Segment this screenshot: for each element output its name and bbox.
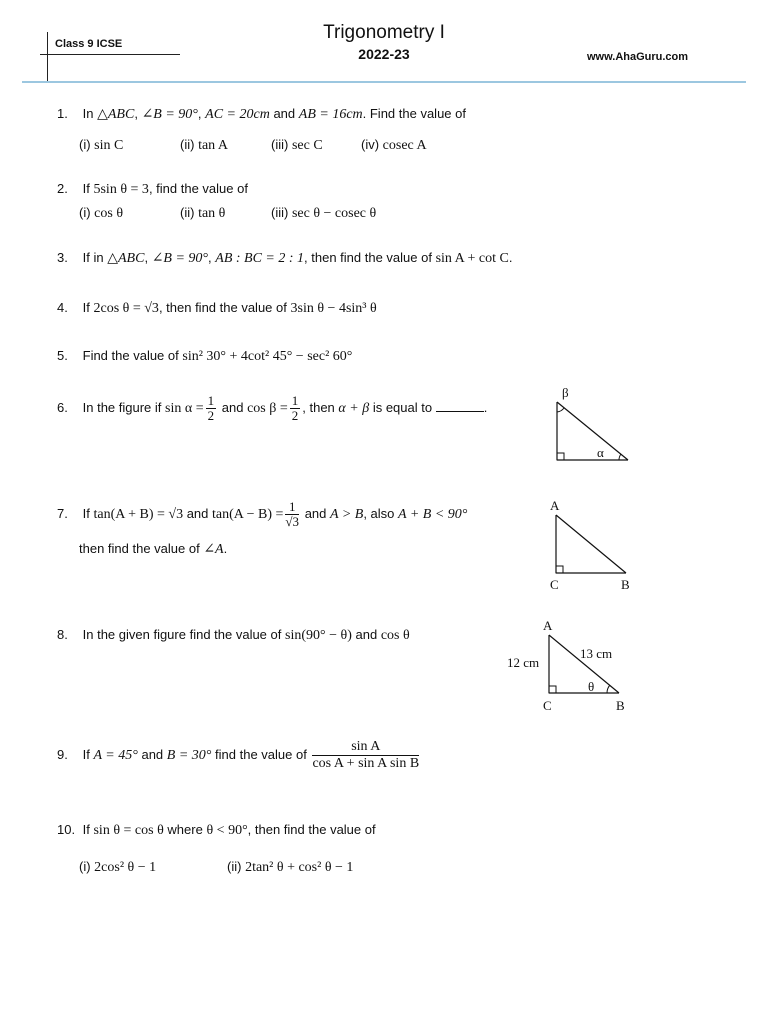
angle-arc: [607, 685, 610, 693]
option-expr: cos θ: [94, 206, 124, 221]
question-3: [57, 250, 512, 267]
question-text: , then find the value of: [158, 300, 287, 315]
question-number: 7.: [57, 506, 68, 521]
triangle-figure-q8: [540, 630, 630, 700]
question-text: and: [273, 106, 296, 121]
question-text: ,: [208, 250, 212, 265]
option-label: (ii): [180, 205, 195, 220]
header-divider: [22, 81, 746, 83]
denominator: 2: [291, 408, 299, 424]
math-expr: ∠A: [203, 542, 224, 557]
website-link[interactable]: www.AhaGuru.com: [587, 51, 689, 63]
vertex-label-b: B: [616, 698, 625, 713]
question-text: ,: [197, 106, 202, 121]
question-text: , then find the value of: [304, 250, 432, 265]
question-number: 10.: [57, 822, 76, 837]
question-text: Find the value of: [82, 348, 179, 363]
question-text: .: [483, 400, 488, 415]
question-10: [57, 822, 376, 839]
answer-blank: [436, 401, 484, 412]
math-expr: cos θ: [380, 628, 410, 643]
question-text: then find the value of: [79, 541, 200, 556]
class-label: Class 9 ICSE: [55, 38, 123, 50]
side-label-ac: 12 cm: [507, 655, 540, 670]
denominator: √3: [285, 514, 300, 530]
fraction: [290, 394, 301, 423]
question-text: If: [82, 300, 90, 315]
angle-label-alpha: α: [597, 445, 604, 460]
fraction: [206, 394, 217, 423]
question-text: and: [141, 747, 164, 762]
question-9: [57, 738, 421, 773]
right-angle-marker: [557, 453, 564, 460]
vertex-label-a: A: [543, 618, 553, 633]
question-text: If: [82, 181, 90, 196]
question-number: 2.: [57, 181, 68, 196]
option-label: (ii): [227, 859, 242, 874]
option-expr: sec θ − cosec θ: [291, 206, 377, 221]
question-6: [57, 393, 487, 424]
side-label-ab: 13 cm: [580, 646, 613, 661]
question-number: 3.: [57, 250, 68, 265]
option-expr: tan θ: [198, 206, 226, 221]
question-text: In: [82, 106, 94, 121]
math-expr: cos β =: [247, 401, 288, 416]
math-expr: ∠B = 90°: [141, 107, 198, 122]
math-expr: 5sin θ = 3: [93, 182, 149, 197]
question-2: [57, 181, 248, 198]
math-expr: 2cos θ = √3: [93, 301, 159, 316]
question-text: , then find the value of: [247, 822, 376, 837]
question-text: In the given figure find the value of: [82, 627, 282, 642]
triangle-figure-q7: [545, 505, 635, 580]
option-expr: tan A: [198, 138, 229, 153]
math-expr: ∠B = 90°: [151, 251, 209, 266]
option-expr: 2cos² θ − 1: [94, 860, 157, 875]
question-text: and: [355, 627, 378, 642]
option-item: [79, 205, 123, 222]
question-1: [57, 106, 466, 123]
math-expr: tan(A + B) = √3: [93, 507, 184, 522]
option-item: [79, 137, 123, 154]
right-angle-marker: [549, 686, 556, 693]
question-7-line-2: [79, 541, 227, 558]
question-number: 9.: [57, 747, 68, 762]
vertex-label-c: C: [543, 698, 552, 713]
math-expr: A + B < 90°: [398, 507, 468, 522]
option-label: (iii): [271, 137, 289, 152]
question-8: [57, 627, 410, 644]
denominator: cos A + sin A sin B: [312, 756, 420, 772]
question-number: 6.: [57, 400, 68, 415]
question-text: If: [82, 822, 90, 837]
question-text: . Find the value of: [362, 106, 466, 121]
question-5: [57, 348, 352, 365]
option-item: [361, 137, 427, 154]
question-text: ,: [144, 250, 149, 265]
question-number: 5.: [57, 348, 68, 363]
question-text: ,: [134, 106, 138, 121]
question-text: , then: [302, 400, 335, 415]
denominator: 2: [207, 408, 215, 424]
question-text: where: [167, 822, 203, 837]
math-expr: α + β: [338, 401, 370, 416]
question-7: [57, 498, 467, 531]
option-label: (i): [79, 859, 91, 874]
fraction: [285, 500, 299, 529]
option-label: (ii): [180, 137, 195, 152]
option-label: (i): [79, 205, 91, 220]
triangle-side: [557, 402, 628, 460]
page-title: Trigonometry I: [323, 22, 445, 43]
option-label: (iv): [361, 137, 380, 152]
question-text: In the figure if: [82, 400, 162, 415]
math-expr: 3sin θ − 4sin³ θ: [290, 301, 377, 316]
question-text: , also: [363, 506, 395, 521]
option-item: [271, 205, 376, 222]
option-item: [79, 859, 156, 876]
math-expr: tan(A − B) =: [212, 507, 284, 522]
right-angle-marker: [556, 566, 563, 573]
math-expr: sin² 30° + 4cot² 45° − sec² 60°: [182, 349, 353, 364]
option-item: [271, 137, 323, 154]
math-expr: △ABC: [97, 107, 135, 122]
fraction: [312, 739, 419, 772]
question-text: , find the value of: [148, 181, 248, 196]
question-text: and: [186, 506, 209, 521]
numerator: 1: [207, 393, 215, 409]
vertex-label-c: C: [550, 577, 559, 592]
math-expr: B = 30°: [166, 748, 212, 763]
angle-label-beta: β: [562, 385, 569, 400]
question-number: 4.: [57, 300, 68, 315]
math-expr: sin θ = cos θ: [93, 823, 164, 838]
math-expr: sin α =: [165, 401, 204, 416]
question-text: If: [82, 506, 90, 521]
math-expr: AC = 20cm: [205, 107, 270, 122]
triangle-figure-q6: [545, 380, 645, 470]
math-expr: θ < 90°: [206, 823, 248, 838]
vertex-label-a: A: [550, 498, 560, 513]
page-year: 2022-23: [358, 46, 410, 62]
triangle-side: [549, 635, 619, 693]
question-text: and: [221, 400, 244, 415]
option-expr: sec C: [291, 138, 323, 153]
math-expr: A > B: [330, 507, 364, 522]
option-item: [180, 137, 228, 154]
option-expr: sin C: [94, 138, 124, 153]
option-label: (iii): [271, 205, 289, 220]
question-text: is equal to: [372, 400, 433, 415]
numerator: 1: [291, 393, 299, 409]
angle-arc: [557, 408, 564, 412]
question-text: .: [508, 250, 513, 265]
math-expr: △ABC: [107, 251, 145, 266]
option-item: [180, 205, 225, 222]
option-expr: cosec A: [382, 138, 427, 153]
question-text: find the value of: [215, 747, 307, 762]
numerator: 1: [285, 500, 299, 515]
angle-label-theta: θ: [588, 679, 595, 694]
triangle-side: [556, 515, 626, 573]
question-text: If in: [82, 250, 104, 265]
vertex-label-b: B: [621, 577, 630, 592]
question-text: If: [82, 747, 90, 762]
math-expr: AB = 16cm: [298, 107, 363, 122]
math-expr: A = 45°: [93, 748, 138, 763]
question-number: 8.: [57, 627, 68, 642]
question-4: [57, 300, 377, 317]
numerator: sin A: [312, 739, 419, 756]
angle-arc: [619, 454, 621, 460]
option-expr: 2tan² θ + cos² θ − 1: [245, 860, 354, 875]
question-number: 1.: [57, 106, 68, 121]
math-expr: sin(90° − θ): [285, 628, 352, 643]
option-item: [227, 859, 353, 876]
question-text: and: [304, 506, 327, 521]
question-text: .: [223, 541, 228, 556]
math-expr: AB : BC = 2 : 1: [215, 251, 305, 266]
option-label: (i): [79, 137, 91, 152]
math-expr: sin A + cot C: [435, 251, 509, 266]
